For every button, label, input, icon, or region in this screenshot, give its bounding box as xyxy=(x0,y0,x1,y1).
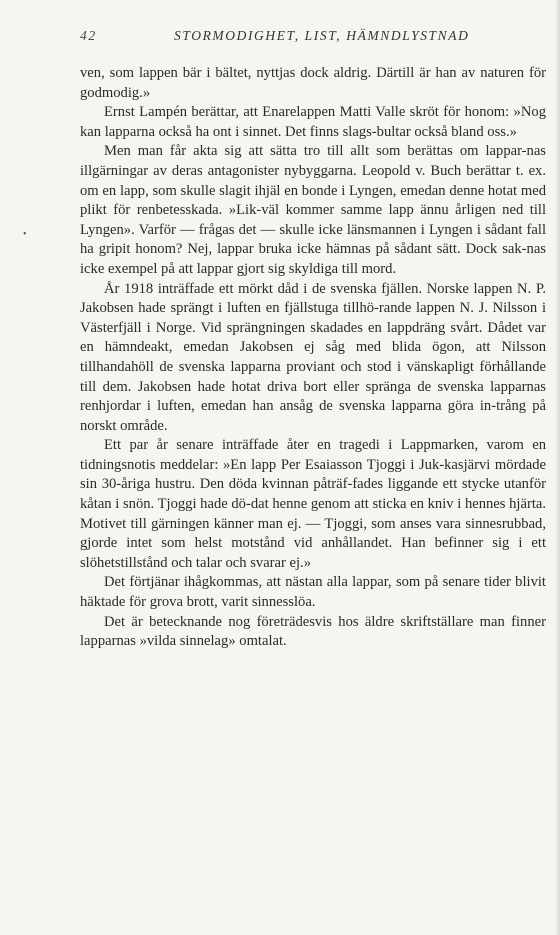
paragraph: Det är betecknande nog företrädesvis hos äldre skriftställare man finner lapparnas »vilda sinnelag» omtalat. xyxy=(80,613,546,650)
running-title: STORMODIGHET, LIST, HÄMNDLYSTNAD xyxy=(174,28,470,43)
page-header xyxy=(80,28,545,48)
page-number: 42 xyxy=(80,28,97,43)
paragraph: Men man får akta sig att sätta tro till allt som berättas om lappar-nas illgärningar av deras antagonister nybyggarna. Leopold v. Buch berättar t. ex. om en lapp, som skulle slagit ihjäl en bonde i Lyngen, emedan denne hotat med plikt för renbetesskada. »Lik-väl kommer samme lapp ännu årligen ned till Lyngen». Varför — frågas det — skulle icke länsmannen i Lyngen i sådant fall ha gripit honom? Nej, lappar bruka icke hämnas på sådant sätt. Dock sak-nas icke exempel på att lappar gjort sig skyldiga till mord. xyxy=(80,143,546,277)
paragraph: Ernst Lampén berättar, att Enarelappen Matti Valle skröt för honom: »Nog kan lapparna också ha ont i sinnet. Det finns slags-bultar också bland oss.» xyxy=(80,104,546,140)
paragraph: År 1918 inträffade ett mörkt dåd i de svenska fjällen. Norske lappen N. P. Jakobsen hade sprängt i luften en fjällstuga tillhö-rande lappen N. J. Nilsson i Västerfjäll i Norge. Vid sprängningen skadades en lappdräng svårt. Dådet var en hämndeakt, emedan Jakobsen ej såg med blida ögon, att Nilsson tillhandahöll de svenska lapparna proviant och stod i vänskapligt förhållande till dem. Jakobsen hade hotat driva bort eller spränga de svenska lapparnas renhjordar i luften, emedan han ansåg de svenska lapparna göra in-trång på norskt område. xyxy=(80,280,546,434)
body-text xyxy=(80,64,546,652)
margin-mark: • xyxy=(23,229,27,240)
page-edge-shadow xyxy=(555,0,560,935)
paragraph: Det förtjänar ihågkommas, att nästan alla lappar, som på senare tider blivit häktade för grova brott, varit sinnesslöa. xyxy=(80,574,546,611)
paragraph: Ett par år senare inträffade åter en tragedi i Lappmarken, varom en tidningsnotis meddelar: »En lapp Per Esaiasson Tjoggi i Juk-kasjärvi mördade sin 30-åriga hustru. Den döda kvinnan påträf-fades liggande ett stycke utanför kåtan i snön. Tjoggi hade dö-dat henne genom att sticka en kniv i hennes hjärta. Motivet till gärningen känner man ej. — Tjoggi, som anses vara sinnesrubbad, gjorde intet som helst motstånd vid anhållandet. Han befinner sig i ett slöhetstillstånd och talar och svarar ej.» xyxy=(80,437,546,571)
paragraph: ven, som lappen bär i bältet, nyttjas dock aldrig. Därtill är han av naturen för godmodig.» xyxy=(80,65,546,101)
